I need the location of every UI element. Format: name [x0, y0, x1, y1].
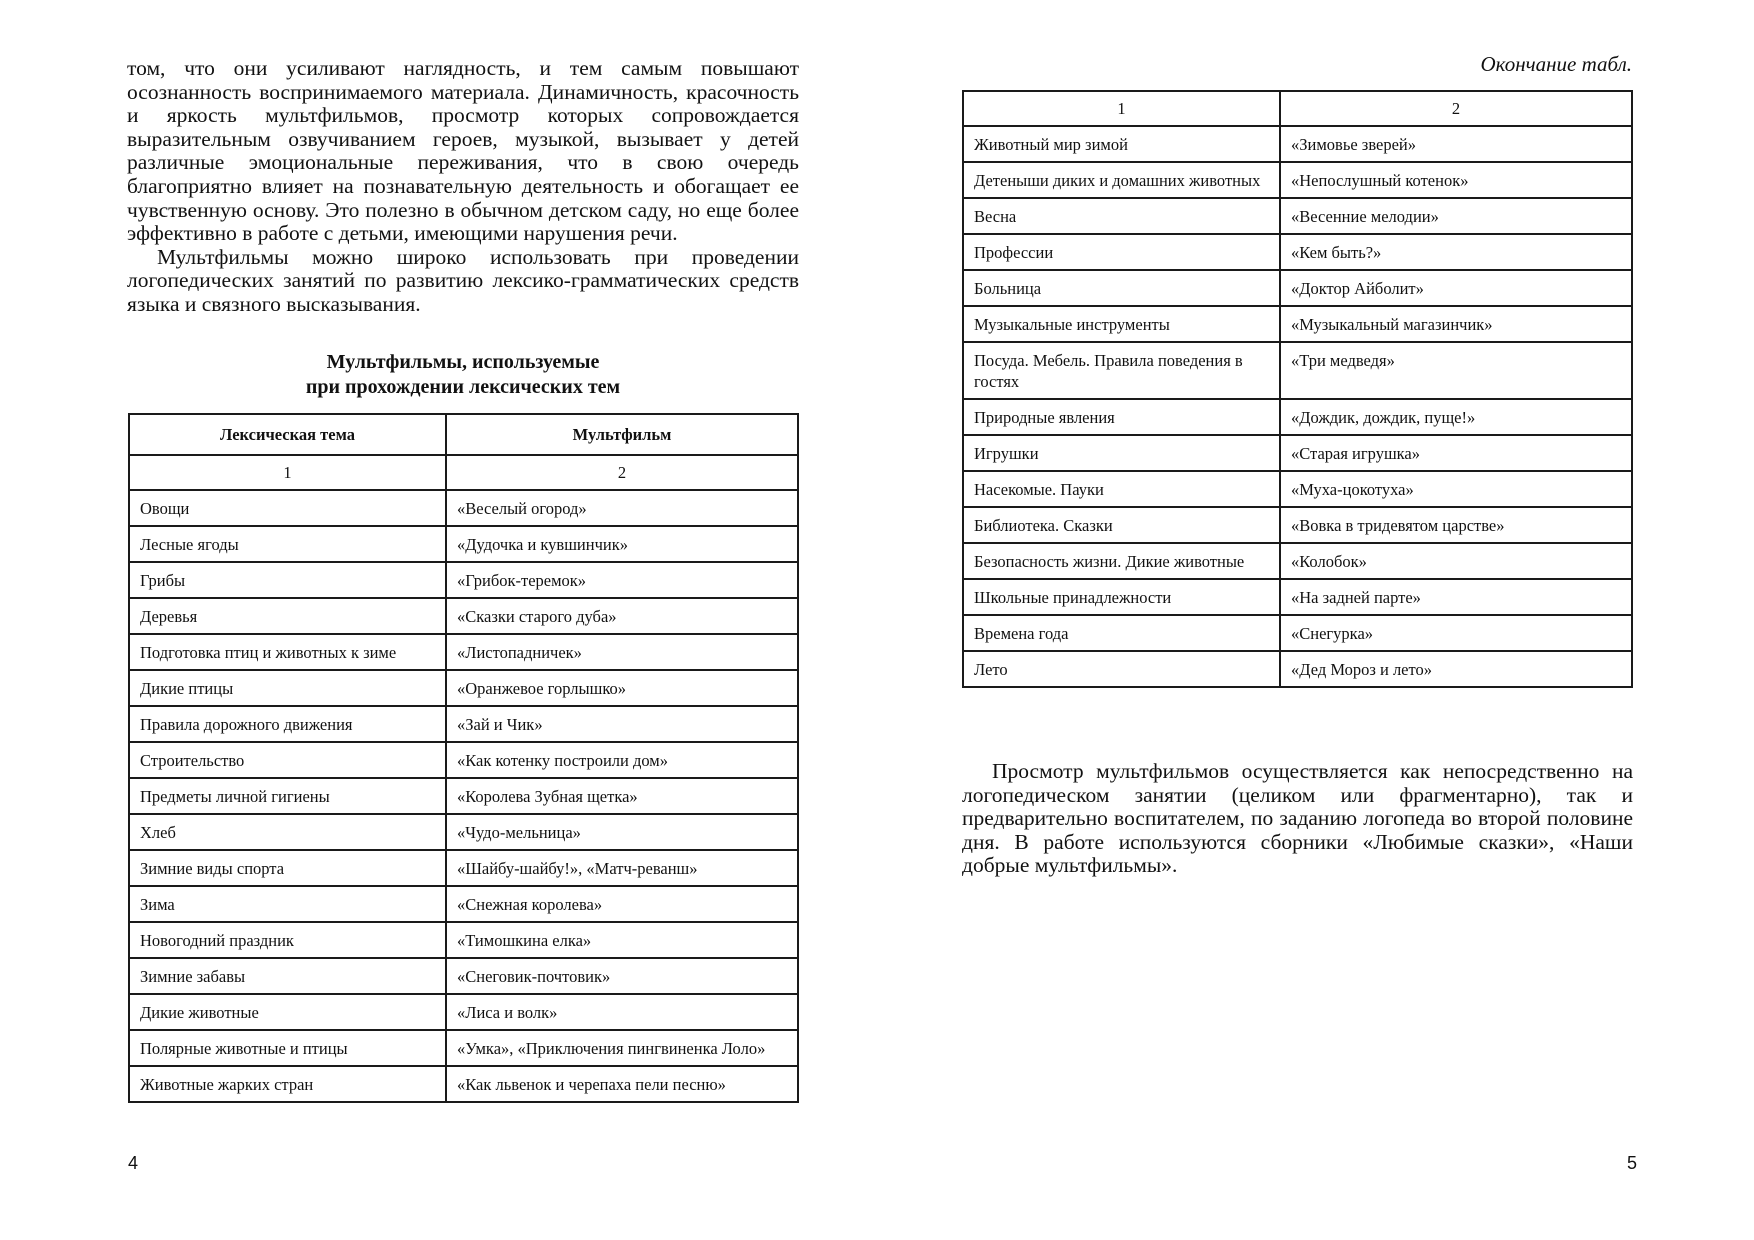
cartoon-title-cell: «Лиса и волк» — [446, 994, 798, 1030]
cartoon-title-cell: «Зай и Чик» — [446, 706, 798, 742]
table-title-line: при прохождении лексических тем — [305, 376, 621, 398]
lexical-topic-cell: Новогодний праздник — [129, 922, 446, 958]
lexical-topic-cell: Лето — [963, 651, 1280, 687]
table-row — [129, 490, 798, 526]
lexical-topic-cell: Овощи — [129, 490, 446, 526]
table-title — [127, 350, 799, 400]
table-row — [963, 126, 1632, 162]
table-row — [963, 543, 1632, 579]
table-row — [129, 706, 798, 742]
cartoon-title-cell: «Как львенок и черепаха пели песню» — [446, 1066, 798, 1102]
cartoon-title-cell: «Дед Мороз и лето» — [1280, 651, 1632, 687]
lexical-topic-cell: Больница — [963, 270, 1280, 306]
cartoon-title-cell: «Доктор Айболит» — [1280, 270, 1632, 306]
paragraph: Мультфильмы можно широко использовать при проведении логопедических занятий по развитию лексико-грамматических средств языка и связного высказывания. — [127, 244, 799, 316]
table-row — [963, 270, 1632, 306]
lexical-topic-cell: Животный мир зимой — [963, 126, 1280, 162]
cartoon-title-cell: «Кем быть?» — [1280, 234, 1632, 270]
table-row — [963, 435, 1632, 471]
column-header: Мультфильм — [446, 414, 798, 455]
cartoon-title-cell: «Королева Зубная щетка» — [446, 778, 798, 814]
table-row — [129, 634, 798, 670]
cartoon-title-cell: «Оранжевое горлышко» — [446, 670, 798, 706]
cartoon-title-cell: «Вовка в тридевятом царстве» — [1280, 507, 1632, 543]
cartoon-title-cell: «Снежная королева» — [446, 886, 798, 922]
table-row — [129, 814, 798, 850]
table-row — [129, 562, 798, 598]
cartoon-title-cell: «На задней парте» — [1280, 579, 1632, 615]
table-title-line: Мультфильмы, используемые — [326, 351, 600, 373]
cartoon-title-cell: «Муха-цокотуха» — [1280, 471, 1632, 507]
lexical-topic-cell: Посуда. Мебель. Правила поведения в гостях — [963, 342, 1280, 399]
lexical-topic-cell: Игрушки — [963, 435, 1280, 471]
table-row — [129, 850, 798, 886]
table-row — [129, 1066, 798, 1102]
right-page — [877, 0, 1754, 1240]
table-row — [963, 507, 1632, 543]
lexical-topic-cell: Грибы — [129, 562, 446, 598]
right-body-text — [962, 760, 1633, 878]
table-row — [963, 234, 1632, 270]
lexical-topic-cell: Зима — [129, 886, 446, 922]
cartoon-title-cell: «Листопадничек» — [446, 634, 798, 670]
table-row — [129, 778, 798, 814]
paragraph: Просмотр мультфильмов осуществляется как непосредственно на логопедическом занятии (целиком или фрагментарно), так и предварительно воспитателем, по заданию логопеда во второй половине дня. В работе используются сборники «Любимые сказки», «Наши добрые мультфильмы». — [962, 759, 1633, 878]
cartoon-title-cell: «Как котенку построили дом» — [446, 742, 798, 778]
cartoon-title-cell: «Шайбу-шайбу!», «Матч-реванш» — [446, 850, 798, 886]
cartoon-title-cell: «Грибок-теремок» — [446, 562, 798, 598]
table-body — [129, 490, 798, 1102]
table-row — [963, 579, 1632, 615]
cartoon-title-cell: «Веселый огород» — [446, 490, 798, 526]
table-row — [963, 615, 1632, 651]
left-body-text — [127, 57, 799, 317]
lexical-topic-cell: Дикие птицы — [129, 670, 446, 706]
lexical-topic-cell: Деревья — [129, 598, 446, 634]
lexical-topic-cell: Дикие животные — [129, 994, 446, 1030]
cartoon-title-cell: «Сказки старого дуба» — [446, 598, 798, 634]
lexical-topic-cell: Подготовка птиц и животных к зиме — [129, 634, 446, 670]
column-header: Лексическая тема — [129, 414, 446, 455]
lexical-topic-cell: Правила дорожного движения — [129, 706, 446, 742]
table-row — [129, 886, 798, 922]
lexical-topic-cell: Безопасность жизни. Дикие животные — [963, 543, 1280, 579]
cartoons-table-continued — [962, 90, 1633, 688]
cartoon-title-cell: «Дудочка и кувшинчик» — [446, 526, 798, 562]
table-header-row — [129, 414, 798, 455]
table-row — [129, 922, 798, 958]
table-row — [129, 598, 798, 634]
cartoon-title-cell: «Чудо-мельница» — [446, 814, 798, 850]
lexical-topic-cell: Библиотека. Сказки — [963, 507, 1280, 543]
lexical-topic-cell: Весна — [963, 198, 1280, 234]
lexical-topic-cell: Природные явления — [963, 399, 1280, 435]
cartoon-title-cell: «Непослушный котенок» — [1280, 162, 1632, 198]
table-body — [963, 126, 1632, 687]
table-row — [129, 994, 798, 1030]
paragraph: том, что они усиливают наглядность, и тем самым повышают осознанность воспринимаемого материала. Динамичность, красочность и яркость мультфильмов, просмотр которых сопровождается выразительным озвучиванием героев, музыкой, вызывает у детей различные эмоциональные переживания, что в свою очередь благоприятно влияет на познавательную деятельность и обогащает ее чувственную основу. Это полезно в обычном детском саду, но еще более эффективно в работе с детьми, имеющими нарушения речи. — [127, 56, 799, 246]
cartoons-table — [128, 413, 799, 1103]
table-continued-label: Окончание табл. — [1480, 52, 1632, 76]
table-row — [963, 651, 1632, 687]
page-number: 4 — [128, 1153, 139, 1173]
lexical-topic-cell: Полярные животные и птицы — [129, 1030, 446, 1066]
table-row — [963, 198, 1632, 234]
lexical-topic-cell: Времена года — [963, 615, 1280, 651]
lexical-topic-cell: Школьные принадлежности — [963, 579, 1280, 615]
table-row — [129, 958, 798, 994]
cartoon-title-cell: «Дождик, дождик, пуще!» — [1280, 399, 1632, 435]
lexical-topic-cell: Детеныши диких и домашних животных — [963, 162, 1280, 198]
table-row — [963, 162, 1632, 198]
column-number-row — [963, 91, 1632, 126]
cartoon-title-cell: «Снегурка» — [1280, 615, 1632, 651]
lexical-topic-cell: Лесные ягоды — [129, 526, 446, 562]
lexical-topic-cell: Насекомые. Пауки — [963, 471, 1280, 507]
lexical-topic-cell: Зимние забавы — [129, 958, 446, 994]
lexical-topic-cell: Музыкальные инструменты — [963, 306, 1280, 342]
table-row — [129, 670, 798, 706]
table-row — [129, 526, 798, 562]
column-number: 2 — [446, 455, 798, 490]
cartoon-title-cell: «Умка», «Приключения пингвиненка Лоло» — [446, 1030, 798, 1066]
column-number: 2 — [1280, 91, 1632, 126]
cartoon-title-cell: «Музыкальный магазинчик» — [1280, 306, 1632, 342]
cartoon-title-cell: «Весенние мелодии» — [1280, 198, 1632, 234]
lexical-topic-cell: Предметы личной гигиены — [129, 778, 446, 814]
table-row — [963, 306, 1632, 342]
cartoon-title-cell: «Колобок» — [1280, 543, 1632, 579]
lexical-topic-cell: Профессии — [963, 234, 1280, 270]
cartoon-title-cell: «Тимошкина елка» — [446, 922, 798, 958]
page-number: 5 — [1627, 1153, 1638, 1173]
lexical-topic-cell: Животные жарких стран — [129, 1066, 446, 1102]
table-row — [963, 399, 1632, 435]
table-row — [963, 471, 1632, 507]
lexical-topic-cell: Строительство — [129, 742, 446, 778]
lexical-topic-cell: Хлеб — [129, 814, 446, 850]
column-number-row — [129, 455, 798, 490]
table-row — [129, 1030, 798, 1066]
table-row — [129, 742, 798, 778]
lexical-topic-cell: Зимние виды спорта — [129, 850, 446, 886]
cartoon-title-cell: «Три медведя» — [1280, 342, 1632, 399]
cartoon-title-cell: «Зимовье зверей» — [1280, 126, 1632, 162]
cartoon-title-cell: «Старая игрушка» — [1280, 435, 1632, 471]
table-row — [963, 342, 1632, 399]
column-number: 1 — [963, 91, 1280, 126]
cartoon-title-cell: «Снеговик-почтовик» — [446, 958, 798, 994]
column-number: 1 — [129, 455, 446, 490]
